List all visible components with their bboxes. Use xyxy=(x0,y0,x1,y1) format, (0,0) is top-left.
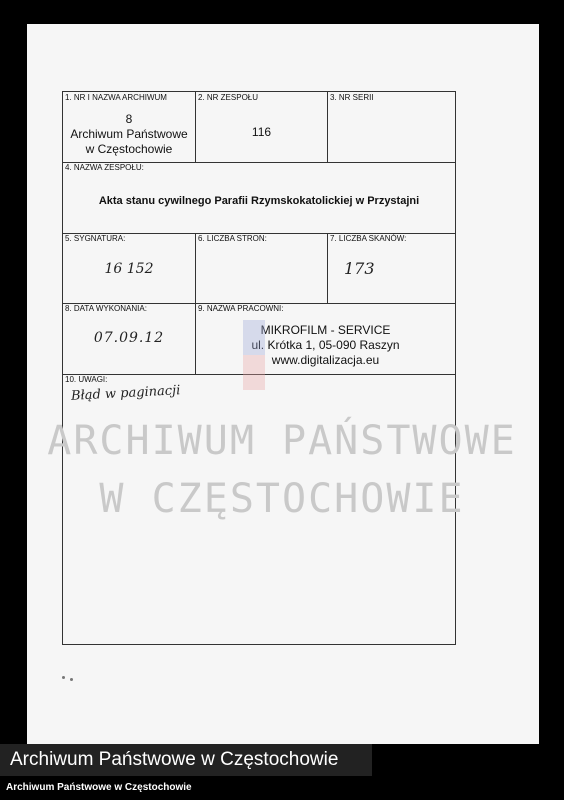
field-notes-label: 10. UWAGI: xyxy=(65,375,108,384)
speck-2 xyxy=(70,678,73,681)
color-stripe-bottom xyxy=(243,355,265,390)
color-stripe xyxy=(243,320,265,390)
archive-name-line2: w Częstochowie xyxy=(85,142,173,156)
fonds-number-value: 116 xyxy=(251,125,272,139)
field-signature xyxy=(63,233,196,303)
notes-value: Błąd w paginacji xyxy=(70,383,181,404)
field-signature-label: 5. SYGNATURA: xyxy=(65,234,126,243)
field-archive-label: 1. NR I NAZWA ARCHIWUM xyxy=(65,93,167,102)
field-scan-count-label: 7. LICZBA SKANÓW: xyxy=(330,234,407,243)
watermark-line2: W CZĘSTOCHOWIE xyxy=(99,476,465,522)
archive-footer: Archiwum Państwowe w Częstochowie xyxy=(6,782,192,793)
field-fonds-name-label: 4. NAZWA ZESPOŁU: xyxy=(65,163,144,172)
watermark-line1: ARCHIWUM PAŃSTWOWE xyxy=(47,418,517,464)
speck-1 xyxy=(62,676,65,679)
field-date xyxy=(63,303,196,374)
field-scan-count xyxy=(328,233,455,303)
form-row-1 xyxy=(63,92,455,163)
archive-number: 8 xyxy=(125,112,133,126)
signature-value: 16 152 xyxy=(104,261,154,277)
field-workshop xyxy=(196,303,455,374)
field-page-count-label: 6. LICZBA STRON: xyxy=(198,234,267,243)
field-archive xyxy=(63,92,196,162)
color-stripe-top xyxy=(243,320,265,355)
workshop-address: ul. Krótka 1, 05-090 Raszyn xyxy=(251,338,400,352)
field-series-number-label: 3. NR SERII xyxy=(330,93,374,102)
field-date-label: 8. DATA WYKONANIA: xyxy=(65,304,147,313)
field-workshop-label: 9. NAZWA PRACOWNI: xyxy=(198,304,284,313)
scan-count-value: 173 xyxy=(344,259,375,278)
workshop-name: MIKROFILM - SERVICE xyxy=(260,323,391,337)
date-value: 07.09.12 xyxy=(93,330,165,346)
form-row-5 xyxy=(63,374,455,644)
fonds-name-value: Akta stanu cywilnego Parafii Rzymskokatolickiej w Przystajni xyxy=(98,195,420,207)
archive-banner: Archiwum Państwowe w Częstochowie xyxy=(0,744,372,776)
form-row-3 xyxy=(63,233,455,304)
field-fonds-number-label: 2. NR ZESPOŁU xyxy=(198,93,259,102)
field-page-count xyxy=(196,233,328,303)
field-series-number xyxy=(328,92,455,162)
workshop-website: www.digitalizacja.eu xyxy=(271,353,380,367)
form-row-2 xyxy=(63,162,455,234)
archive-name-line1: Archiwum Państwowe xyxy=(70,127,188,141)
field-fonds-number xyxy=(196,92,328,162)
